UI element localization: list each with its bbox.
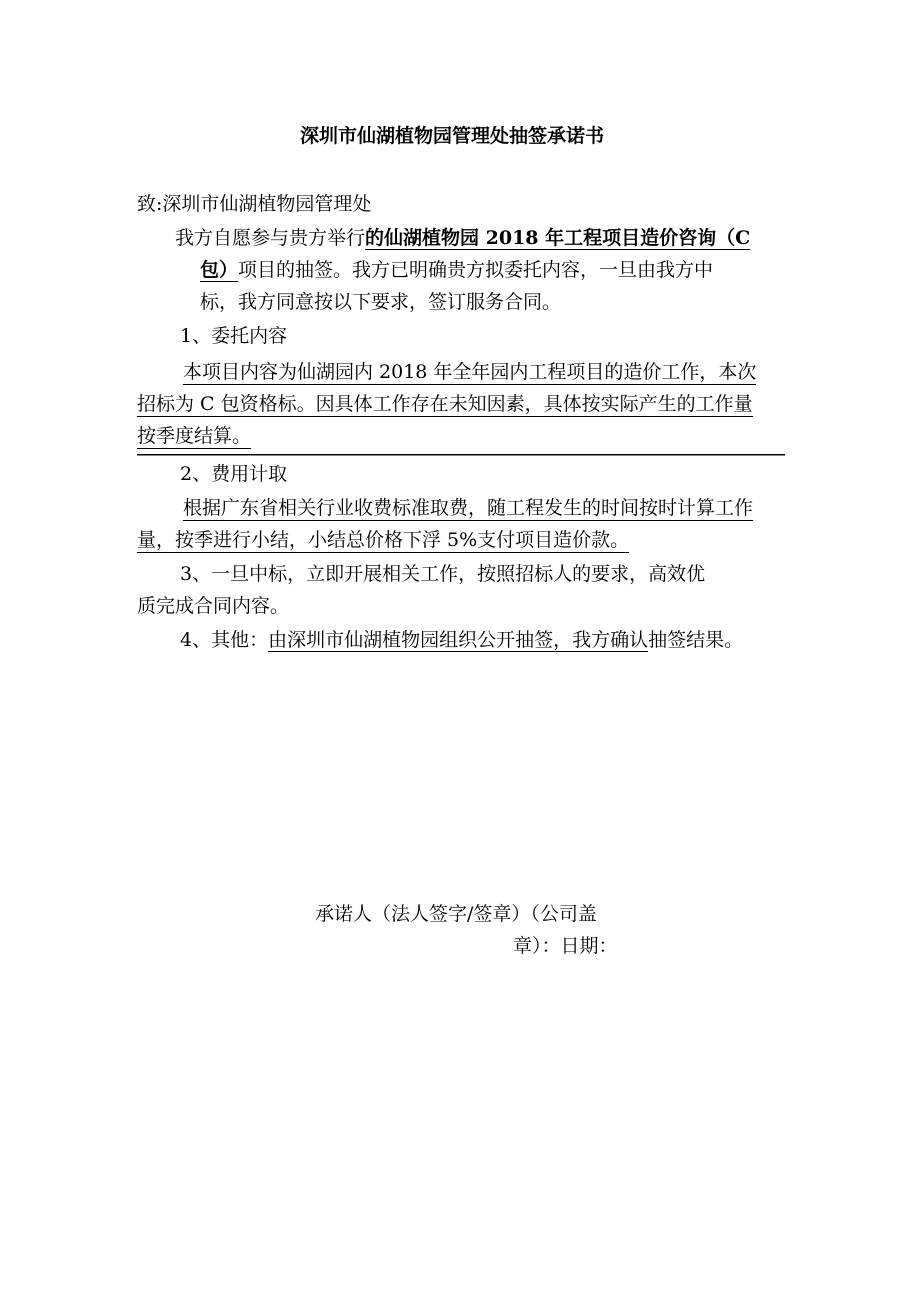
section-3-line-1: 3、一旦中标，立即开展相关工作，按照招标人的要求，高效优 [180,563,706,585]
divider-line [137,454,785,456]
intro-line-2 [200,258,713,282]
intro-line-3: 标，我方同意按以下要求，签订服务合同。 [200,291,562,313]
addressee: 致:深圳市仙湖植物园管理处 [137,193,372,215]
section-4-underlined: 由深圳市仙湖植物园组织公开抽签，我方确认 [268,629,649,651]
section-2-line-2: 量，按季进行小结，小结总价格下浮 5%支付项目造价款。 [137,529,630,551]
section-1-heading: 1、委托内容 [180,325,288,347]
section-1-line-3: 按季度结算。 [137,425,252,447]
section-4-label: 4、其他： [180,629,269,651]
signature-line-2: 章）：日期： [513,935,618,957]
package-label: 包） [200,259,239,281]
intro-text: 我方自愿参与贵方举行 [175,227,366,249]
intro-text: 项目的抽签。我方已明确贵方拟委托内容，一旦由我方中 [238,259,714,281]
intro-line-1 [175,226,750,250]
signature-line-1: 承诺人（法人签字/签章）（公司盖 [315,903,597,925]
section-3-line-2: 质完成合同内容。 [137,595,290,617]
document-title: 深圳市仙湖植物园管理处抽签承诺书 [300,125,605,147]
section-4-line [180,628,743,652]
section-2-line-1: 根据广东省相关行业收费标准取费，随工程发生的时间按时计算工作 [183,497,754,519]
section-4-text: 抽签结果。 [648,629,744,651]
section-1-line-2: 招标为 C 包资格标。因具体工作存在未知因素，具体按实际产生的工作量 [137,393,753,415]
section-2-heading: 2、费用计取 [180,463,288,485]
project-name: 的仙湖植物园 2018 年工程项目造价咨询（C [365,227,751,249]
section-1-line-1: 本项目内容为仙湖园内 2018 年全年园内工程项目的造价工作，本次 [183,361,757,383]
